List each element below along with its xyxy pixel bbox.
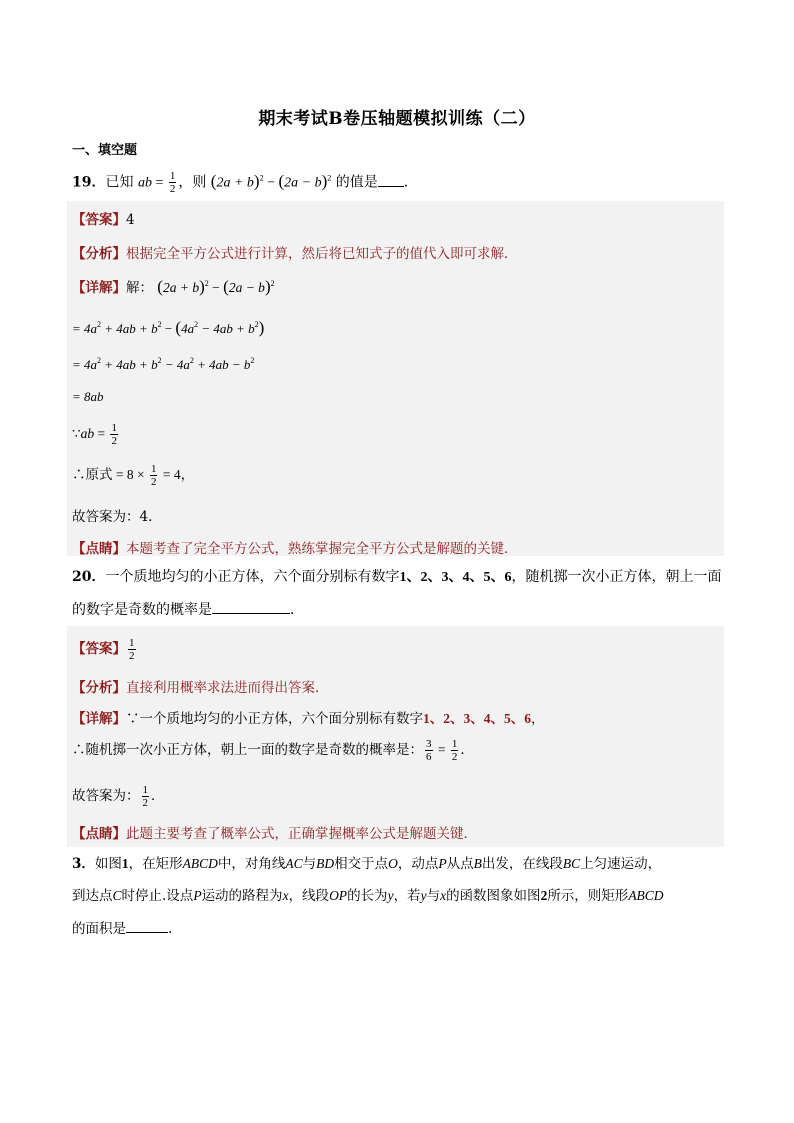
- answer-blank: [378, 172, 404, 187]
- analysis-20: 【分析】直接利用概率求法进而得出答案．: [72, 680, 329, 696]
- detail-20: 【详解】∵一个质地均匀的小正方体，六个面分别标有数字1、2、3、4、5、6，: [72, 711, 545, 727]
- detail-step-2: = $4a^2 + 4ab + b^2 - 4a^2 + 4ab - b^2$: [72, 356, 255, 372]
- question-number: 3．: [72, 856, 95, 872]
- detail-step-3: = 8ab: [72, 389, 104, 404]
- answer-blank: [212, 599, 290, 614]
- detail-step-1: = $4a^2 + 4ab + b^2 - (4a^2 - 4ab + b^2)$: [72, 318, 265, 337]
- final-answer-19: 故答案为：4．: [72, 509, 162, 525]
- answer-blank: [126, 918, 168, 933]
- solution-panel-20: [67, 626, 724, 847]
- comment-20: 【点睛】此题主要考查了概率公式，正确掌握概率公式是解题关键．: [72, 826, 477, 842]
- answer-19: 【答案】4: [72, 212, 135, 228]
- detail-20-probability: ∴随机掷一次小正方体，朝上一面的数字是奇数的概率是： $\frac{3}{6}$ = $\frac{1}{2}$ ．: [72, 738, 474, 763]
- question-number: 19．: [72, 174, 106, 191]
- question-19: 19．已知 ab = $\frac{1}{2}$ ，则 $(2a + b)^2 - (2a - b)^2$ 的值是 ．: [72, 170, 418, 195]
- analysis-19: 【分析】根据完全平方公式进行计算，然后将已知式子的值代入即可求解．: [72, 246, 518, 262]
- page-title: 期末考试B卷压轴题模拟训练（二）: [258, 109, 536, 129]
- detail-19: 【详解】解： $(2a + b)^2 - (2a - b)^2$: [72, 277, 275, 296]
- substitution: ∴原式 = 8 × $\frac{1}{2}$ = 4，: [72, 463, 195, 488]
- comment-19: 【点睛】本题考查了完全平方公式，熟练掌握完全平方公式是解题的关键．: [72, 541, 518, 557]
- answer-20: 【答案】 $\frac{1}{2}$: [72, 637, 135, 662]
- section-heading: 一、填空题: [72, 143, 138, 158]
- question-3-line-3: 的面积是 .: [72, 918, 172, 939]
- given-condition: ∵ab = $\frac{1}{2}$: [72, 422, 117, 447]
- question-20: 20．一个质地均匀的小正方体，六个面分别标有数字1、2、3、4、5、6，随机掷一次小正方体，朝上一面: [72, 569, 722, 585]
- question-number: 20．: [72, 569, 106, 585]
- question-20-line-2: 的数字是奇数的概率是 ．: [72, 599, 304, 620]
- final-answer-20: 故答案为： $\frac{1}{2}$ ．: [72, 784, 165, 809]
- fraction: $\frac{1}{2}$: [169, 170, 176, 195]
- question-3-line-2: 到达点C时停止.设点P运动的路程为x，线段OP的长为y，若y与x的函数图象如图2所示，则矩形ABCD: [72, 888, 664, 904]
- question-3: 3．如图1，在矩形ABCD中，对角线AC与BD相交于点O，动点P从点B出发，在线段BC上匀速运动，: [72, 856, 662, 872]
